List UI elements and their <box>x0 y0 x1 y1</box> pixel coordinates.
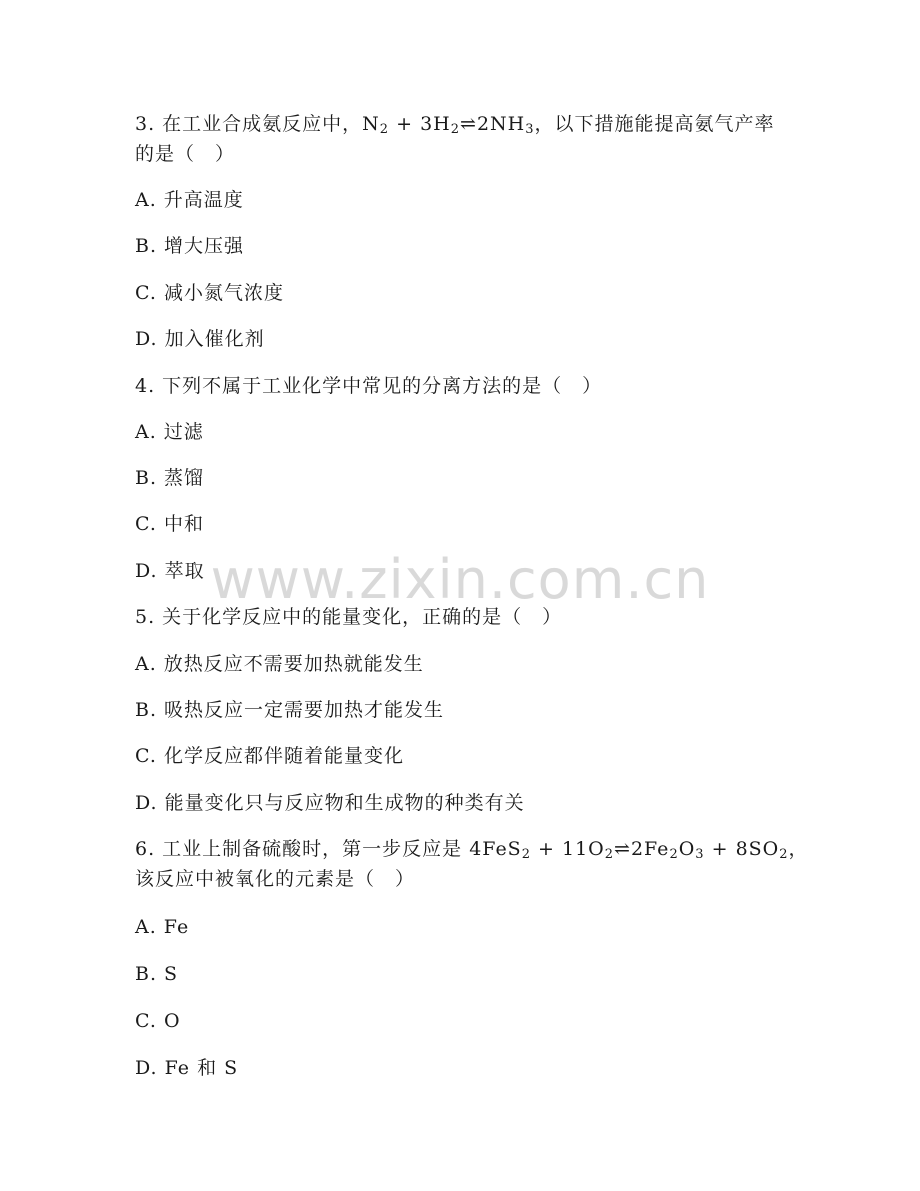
question-6-stem-line2: 该反应中被氧化的元素是（ ） <box>135 868 416 890</box>
q3-text-d: ，以下措施能提高氨气产率 <box>534 113 775 135</box>
q6-sub-4: 3 <box>695 847 705 862</box>
question-4-option-c: C. 中和 <box>135 513 204 535</box>
question-5-stem: 5. 关于化学反应中的能量变化，正确的是（ ） <box>135 606 563 628</box>
q6-text-a: 6. 工业上制备硫酸时，第一步反应是 4FeS <box>135 838 522 860</box>
question-3-option-c: C. 减小氮气浓度 <box>135 282 284 304</box>
q3-sub-h2: 2 <box>450 122 461 137</box>
q3-sub-nh3: 3 <box>525 122 535 137</box>
watermark: www.zixin.com.cn <box>210 548 710 611</box>
question-6-option-a: A. Fe <box>135 916 190 938</box>
q6-sub-3: 2 <box>669 847 679 862</box>
q3-sub-n2: 2 <box>379 122 390 137</box>
q3-text-b: + 3H <box>389 113 451 135</box>
question-5-option-b: B. 吸热反应一定需要加热才能发生 <box>135 699 445 721</box>
question-5-option-a: A. 放热反应不需要加热就能发生 <box>135 653 424 675</box>
question-5-option-d: D. 能量变化只与反应物和生成物的种类有关 <box>135 792 525 814</box>
question-3-stem-line1 <box>135 111 775 137</box>
q3-text-c: ⇌2NH <box>460 113 526 135</box>
question-3-option-a: A. 升高温度 <box>135 189 244 211</box>
question-6-option-b: B. S <box>135 963 179 985</box>
q6-text-c: ⇌2Fe <box>614 838 670 860</box>
question-6-option-d: D. Fe 和 S <box>135 1057 239 1079</box>
q3-text-a: 3. 在工业合成氨反应中，N <box>135 113 380 135</box>
question-4-option-d: D. 萃取 <box>135 560 205 582</box>
question-3-option-d: D. 加入催化剂 <box>135 328 265 350</box>
q6-text-e: + 8SO <box>704 838 780 860</box>
question-4-option-a: A. 过滤 <box>135 421 204 443</box>
q6-sub-1: 2 <box>521 847 531 862</box>
q6-text-d: O <box>678 838 696 860</box>
question-4-option-b: B. 蒸馏 <box>135 467 205 489</box>
question-6-stem-line1 <box>135 836 809 862</box>
question-3-stem-line2: 的是（ ） <box>135 143 236 165</box>
q6-text-f: ， <box>788 838 809 860</box>
question-3-option-b: B. 增大压强 <box>135 235 245 257</box>
question-6-option-c: C. O <box>135 1010 181 1032</box>
question-5-option-c: C. 化学反应都伴随着能量变化 <box>135 745 404 767</box>
question-4-stem: 4. 下列不属于工业化学中常见的分离方法的是（ ） <box>135 375 603 397</box>
q6-sub-2: 2 <box>604 847 615 862</box>
q6-sub-5: 2 <box>779 847 789 862</box>
q6-text-b: + 11O <box>530 838 605 860</box>
